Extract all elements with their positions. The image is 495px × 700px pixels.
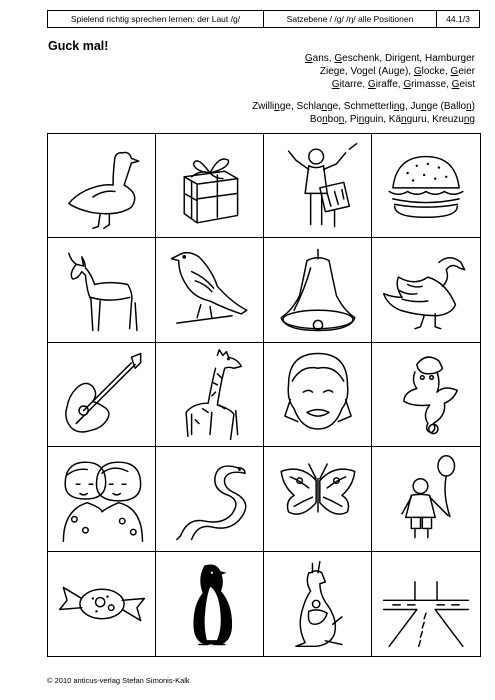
picture-cell	[372, 343, 480, 447]
picture-cell	[372, 238, 480, 342]
picture-cell	[264, 447, 372, 551]
ghost-icon	[380, 348, 472, 440]
picture-cell	[48, 343, 156, 447]
boy-balloon-icon	[380, 453, 472, 545]
picture-cell	[48, 552, 156, 656]
word-list-line: Ziege, Vogel (Auge), Glocke, Geier	[319, 66, 475, 78]
picture-grid	[47, 133, 481, 657]
picture-cell	[372, 447, 480, 551]
header-series-title: Spielend richtig sprechen lernen: der Laut /g/	[48, 11, 264, 27]
butterfly-icon	[272, 453, 364, 545]
copyright-footer: © 2010 anticus-verlag Stefan Simonis-Kalk	[47, 676, 190, 685]
giraffe-icon	[164, 348, 256, 440]
word-list-group-2	[252, 100, 475, 126]
crossroad-icon	[380, 558, 472, 650]
picture-cell	[264, 552, 372, 656]
picture-cell	[156, 238, 264, 342]
picture-cell	[48, 447, 156, 551]
picture-cell	[372, 134, 480, 238]
goat-icon	[56, 244, 148, 336]
hamburger-icon	[380, 140, 472, 232]
bell-icon	[272, 244, 364, 336]
picture-cell	[372, 552, 480, 656]
picture-cell	[264, 134, 372, 238]
picture-cell	[156, 447, 264, 551]
penguin-icon	[164, 558, 256, 650]
word-list-line: Gans, Geschenk, Dirigent, Hamburger	[304, 53, 475, 64]
worksheet-header	[47, 10, 480, 28]
conductor-icon	[272, 140, 364, 232]
candy-icon	[56, 558, 148, 650]
bird-icon	[164, 244, 256, 336]
picture-cell	[264, 238, 372, 342]
picture-cell	[156, 134, 264, 238]
picture-cell	[156, 343, 264, 447]
word-list-line: Bonbon, Pinguin, Känguru, Kreuzung	[309, 113, 475, 125]
header-page-number: 44.1/3	[446, 14, 470, 24]
twins-icon	[56, 453, 148, 545]
picture-cell	[48, 238, 156, 342]
header-level: Satzebene / /g/ /ŋ/ alle Positionen	[264, 11, 437, 27]
guitar-icon	[56, 348, 148, 440]
picture-cell	[264, 343, 372, 447]
word-list-group-1	[252, 52, 475, 92]
picture-cell	[156, 552, 264, 656]
word-list	[252, 52, 475, 126]
word-list-line: Zwillinge, Schlange, Schmetterling, Junge (Ballon)	[252, 100, 475, 112]
kangaroo-icon	[272, 558, 364, 650]
gift-icon	[164, 140, 256, 232]
word-list-line: Gitarre, Giraffe, Grimasse, Geist	[331, 79, 475, 91]
goose-icon	[56, 140, 148, 232]
picture-cell	[48, 134, 156, 238]
vulture-icon	[380, 244, 472, 336]
snake-icon	[164, 453, 256, 545]
worksheet-title: Guck mal!	[48, 39, 109, 53]
grimace-icon	[272, 348, 364, 440]
